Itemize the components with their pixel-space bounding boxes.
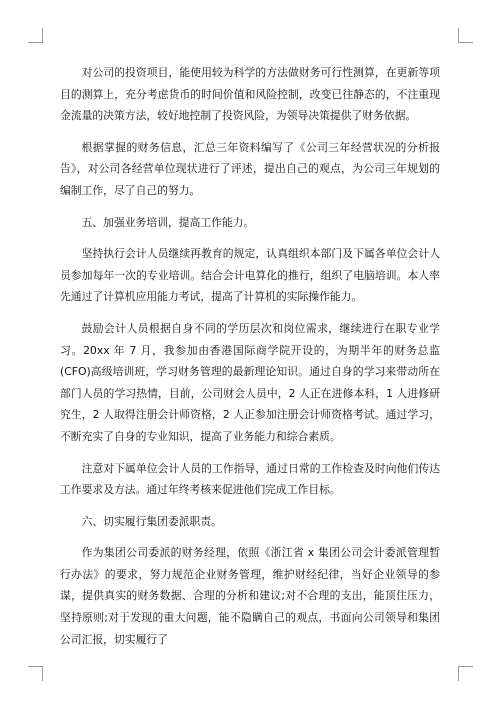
paragraph-work-guidance: 注意对下属单位会计人员的工作指导，通过日常的工作检查及时向他们传达工作要求及方法。通过年终考核来促进他们完成工作目标。 <box>60 461 440 497</box>
crop-mark-bottom-left <box>28 666 43 681</box>
crop-mark-top-right <box>458 28 473 43</box>
crop-mark-top-left <box>28 28 43 43</box>
document-body <box>60 62 440 660</box>
paragraph-investment: 对公司的投资项目，能使用较为科学的方法做财务可行性测算，在更新等项目的测算上，充分考虑货币的时间价值和风险控制，改变已往静态的，不注重现金流量的决策方法，较好地控制了投资风险，为领导决策提供了财务依据。 <box>60 66 440 123</box>
paragraph-delegated-manager: 作为集团公司委派的财务经理，依照《浙江省 x 集团公司会计委派管理暂行办法》的要求，努力规范企业财务管理，维护财经纪律，当好企业领导的参谋，提供真实的财务数据、合理的分析和建议;对不合理的支出，能顶住压力，坚持原则;对于发现的重大问题，能不隐瞒自己的观点，书面向公司领导和集团公司汇报，切实履行了 <box>60 546 440 646</box>
paragraph-professional-study: 鼓励会计人员根据自身不同的学历层次和岗位需求，继续进行在职专业学习。20xx 年 7 月，我参加由香港国际商学院开设的，为期半年的财务总监(CFO)高级培训班，学习财务管理的最新理论知识。通过自身的学习来带动所在部门人员的学习热情，目前，公司财会人员中，2 人正在进修本科，1 人进修研究生，2 人取得注册会计师资格，2 人正参加注册会计师资格考试。通过学习，不断充实了自身的专业知识，提高了业务能力和综合素质。 <box>60 321 440 443</box>
crop-mark-bottom-right <box>458 666 473 681</box>
paragraph-analysis-report: 根据掌握的财务信息，汇总三年资料编写了《公司三年经营状况的分析报告》，对公司各经营单位现状进行了评述，提出自己的观点，为公司三年规划的编制工作，尽了自己的努力。 <box>60 140 440 197</box>
section-heading-training: 五、加强业务培训，提高工作能力。 <box>81 215 255 229</box>
paragraph-continuing-education: 坚持执行会计人员继续再教育的规定，认真组织本部门及下属各单位会计人员参加每年一次的专业培训。结合会计电算化的推行，组织了电脑培训。本人率先通过了计算机应用能力考试，提高了计算机的实际操作能力。 <box>60 247 440 304</box>
section-heading-duties: 六、切实履行集团委派职责。 <box>81 514 222 528</box>
